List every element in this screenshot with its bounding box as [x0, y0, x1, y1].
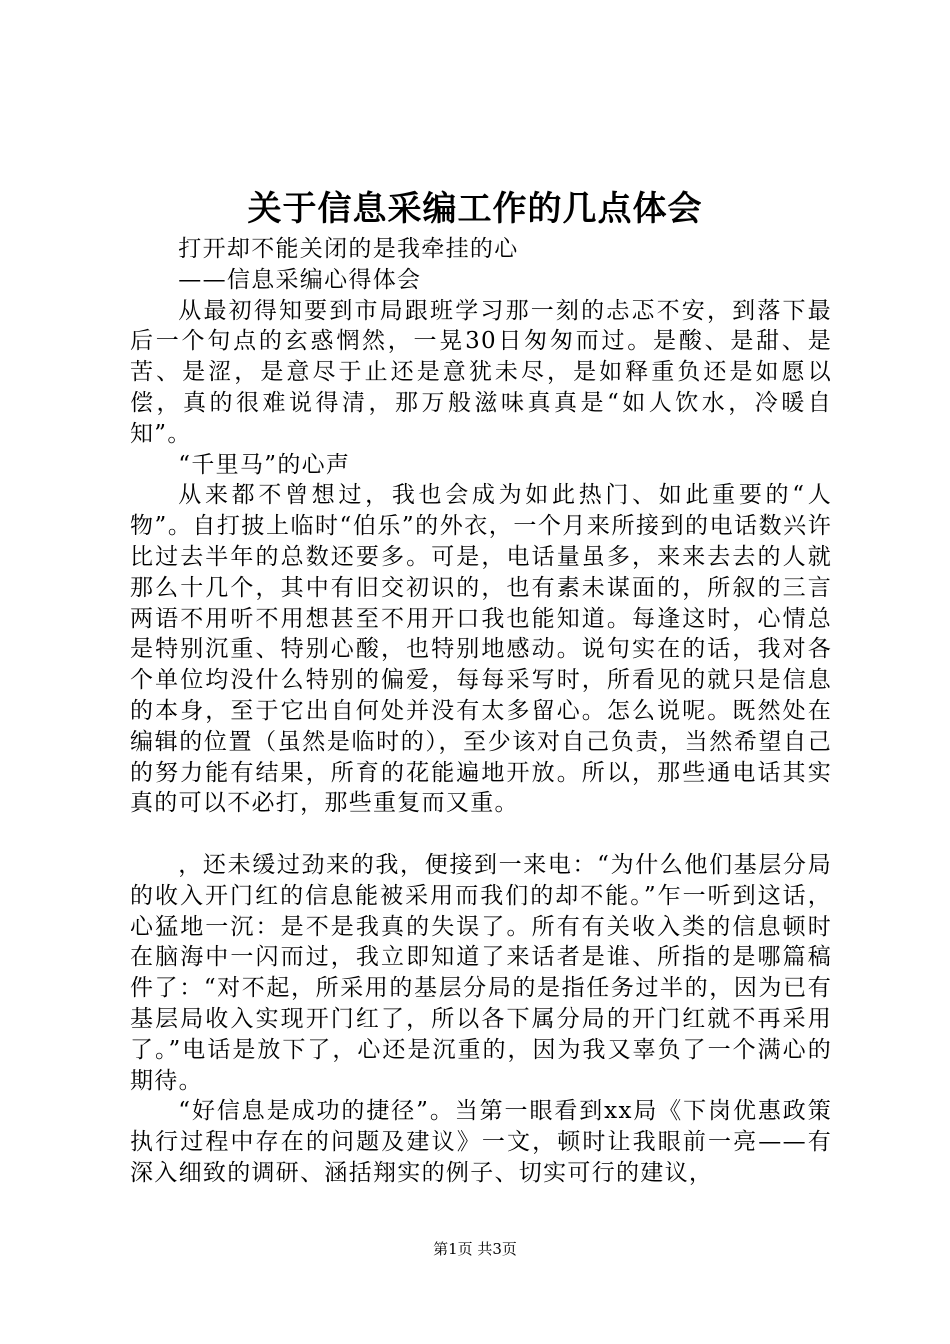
- page-footer: 第1页 共3页: [433, 1240, 517, 1258]
- subtitle-line: 打开却不能关闭的是我牵挂的心: [178, 236, 519, 262]
- paragraph: 从来都不曾想过，我也会成为如此热门、如此重要的“人物”。自打披上临时“伯乐”的外衣，一个月来所接到的电话数兴许比过去半年的总数还要多。可是，电话量虽多，来来去去的人就那么十几个，其中有旧交初识的，也有素未谋面的，所叙的三言两语不用听不用想甚至不用开口我也能知道。每逢这时，心情总是特别沉重、特别心酸，也特别地感动。说句实在的话，我对各个单位均没什么特别的偏爱，每每采写时，所看见的就只是信息的本身，至于它出自何处并没有太多留心。怎么说呢。既然处在编辑的位置（虽然是临时的），至少该对自己负责，当然希望自己的努力能有结果，所育的花能遍地开放。所以，那些通电话其实真的可以不必打，那些重复而又重。: [130, 482, 832, 817]
- document-body: [130, 234, 832, 1189]
- paragraph: ，还未缓过劲来的我，便接到一来电：“为什么他们基层分局的收入开门红的信息能被采用而我们的却不能。”乍一听到这话，心猛地一沉：是不是我真的失误了。所有有关收入类的信息顿时在脑海中一闪而过，我立即知道了来话者是谁、所指的是哪篇稿件了：“对不起，所采用的基层分局的是指任务过半的，因为已有基层局收入实现开门红了，所以各下属分局的开门红就不再采用了。”电话是放下了，心还是沉重的，因为我又辜负了一个满心的期待。: [130, 851, 832, 1094]
- document-title: 关于信息采编工作的几点体会: [247, 189, 703, 229]
- blank-line: [130, 819, 832, 850]
- section-heading: “千里马”的心声: [178, 451, 351, 478]
- paragraph: 从最初得知要到市局跟班学习那一刻的忐忑不安，到落下最后一个句点的玄惑惘然，一晃30日匆匆而过。是酸、是甜、是苦、是涩，是意尽于止还是意犹未尽，是如释重负还是如愿以偿，真的很难说得清，那万般滋味真真是“如人饮水，冷暖自知”。: [130, 297, 832, 447]
- subtitle-dash-line: ——信息采编心得体会: [178, 266, 422, 293]
- paragraph: “好信息是成功的捷径”。当第一眼看到xx局《下岗优惠政策执行过程中存在的问题及建议》一文，顿时让我眼前一亮——有深入细致的调研、涵括翔实的例子、切实可行的建议，: [130, 1098, 832, 1186]
